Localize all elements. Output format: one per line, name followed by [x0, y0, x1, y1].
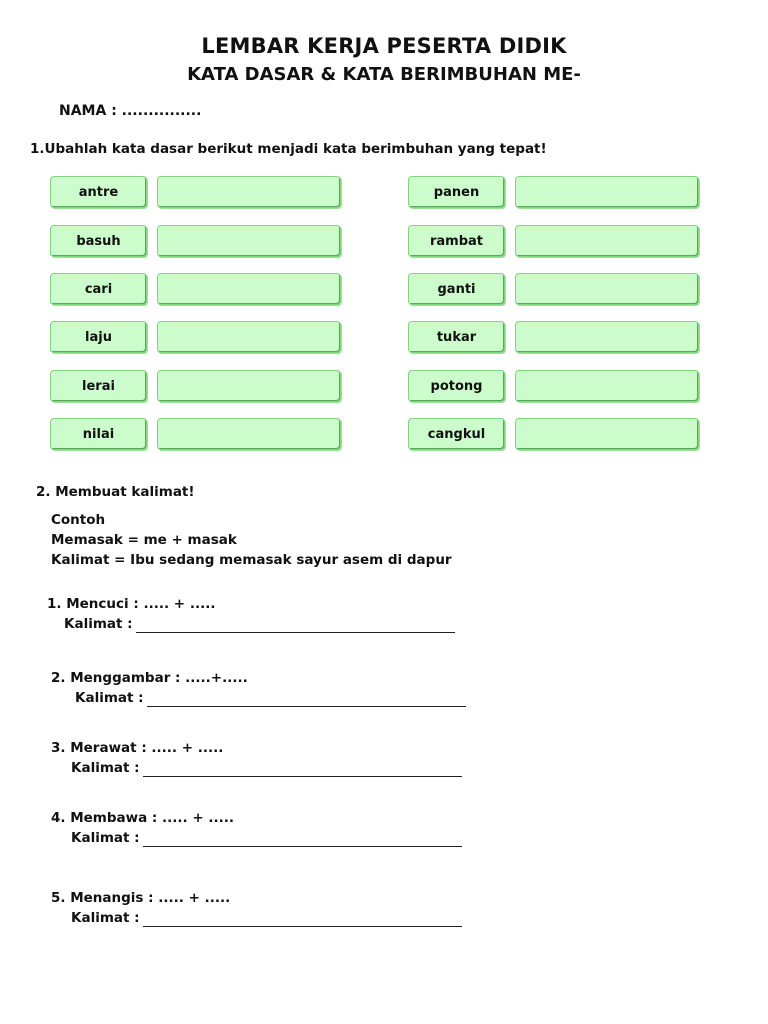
answer-box[interactable]	[515, 418, 699, 450]
section1-instruction	[30, 141, 547, 157]
answer-box[interactable]	[515, 225, 699, 257]
word-box-lerai: lerai	[50, 370, 147, 402]
answer-line[interactable]	[143, 846, 462, 847]
answer-line[interactable]	[143, 776, 462, 777]
example-word: Memasak = me + masak	[51, 532, 237, 548]
word-box-rambat: rambat	[408, 225, 505, 257]
page-subtitle: KATA DASAR & KATA BERIMBUHAN ME-	[187, 64, 581, 85]
answer-box[interactable]	[157, 176, 341, 208]
item-3-prompt: 3. Merawat : ..... + .....	[51, 740, 224, 756]
answer-line[interactable]	[136, 632, 455, 633]
answer-box[interactable]	[157, 321, 341, 353]
section2-heading: 2. Membuat kalimat!	[36, 484, 195, 500]
answer-box[interactable]	[157, 273, 341, 305]
item-5-kalimat-label: Kalimat :	[71, 910, 140, 926]
section1-instruction-text: Ubahlah kata dasar berikut menjadi kata berimbuhan yang tepat!	[44, 141, 547, 157]
page-title: LEMBAR KERJA PESERTA DIDIK	[201, 34, 567, 58]
item-1-prompt: 1. Mencuci : ..... + .....	[47, 596, 216, 612]
answer-box[interactable]	[515, 176, 699, 208]
answer-line[interactable]	[147, 706, 466, 707]
example-label: Contoh	[51, 512, 106, 528]
item-3-kalimat-label: Kalimat :	[71, 760, 140, 776]
item-2-prompt: 2. Menggambar : .....+.....	[51, 670, 248, 686]
word-box-cangkul: cangkul	[408, 418, 505, 450]
answer-box[interactable]	[515, 273, 699, 305]
word-box-cari: cari	[50, 273, 147, 305]
item-5-prompt: 5. Menangis : ..... + .....	[51, 890, 231, 906]
item-1-kalimat-label: Kalimat :	[64, 616, 133, 632]
section1-number: 1.	[30, 141, 45, 157]
word-box-antre: antre	[50, 176, 147, 208]
name-field-label: NAMA : ...............	[59, 103, 202, 119]
word-box-potong: potong	[408, 370, 505, 402]
answer-box[interactable]	[157, 370, 341, 402]
answer-box[interactable]	[515, 321, 699, 353]
word-box-basuh: basuh	[50, 225, 147, 257]
answer-line[interactable]	[143, 926, 462, 927]
answer-box[interactable]	[157, 418, 341, 450]
answer-box[interactable]	[157, 225, 341, 257]
word-box-nilai: nilai	[50, 418, 147, 450]
word-box-ganti: ganti	[408, 273, 505, 305]
example-sentence: Kalimat = Ibu sedang memasak sayur asem di dapur	[51, 552, 452, 568]
word-box-tukar: tukar	[408, 321, 505, 353]
word-box-panen: panen	[408, 176, 505, 208]
item-2-kalimat-label: Kalimat :	[75, 690, 144, 706]
item-4-kalimat-label: Kalimat :	[71, 830, 140, 846]
item-4-prompt: 4. Membawa : ..... + .....	[51, 810, 235, 826]
word-box-laju: laju	[50, 321, 147, 353]
answer-box[interactable]	[515, 370, 699, 402]
